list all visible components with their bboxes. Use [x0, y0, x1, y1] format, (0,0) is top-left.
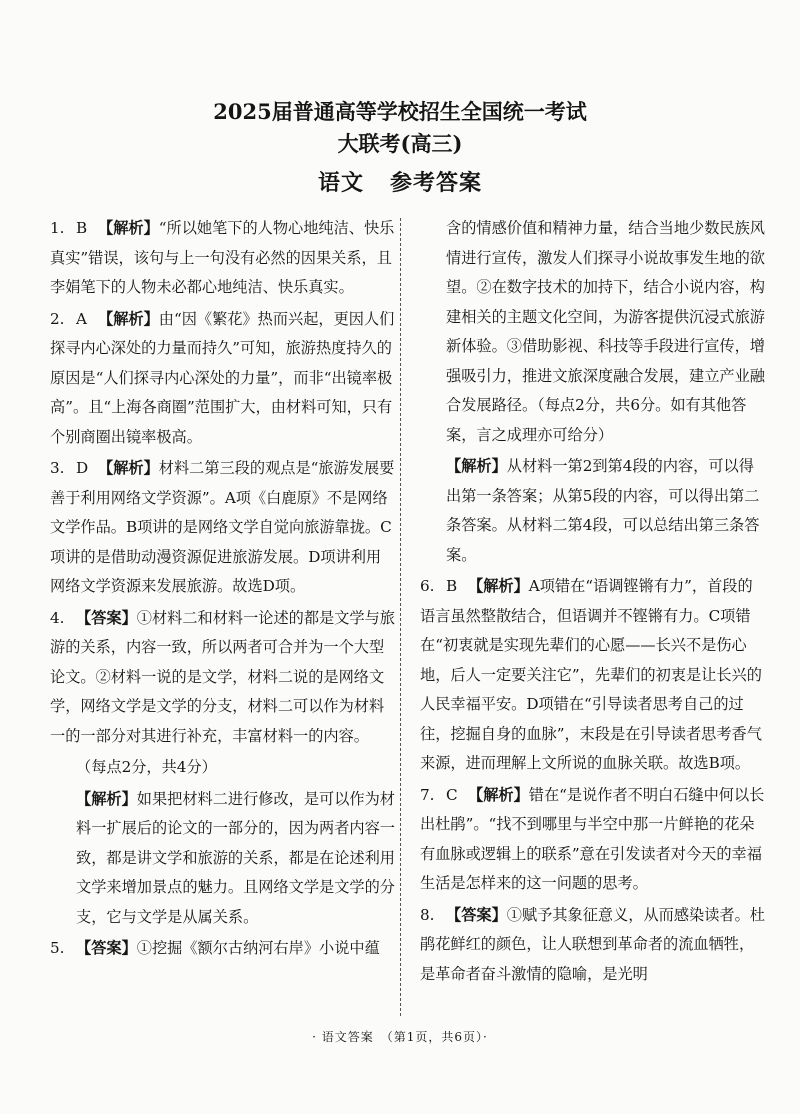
answer-item: [420, 901, 766, 990]
answer-text: 含的情感价值和精神力量，结合当地少数民族风情进行宣传，激发人们探寻小说故事发生地的欲望。②在数字技术的加持下，结合小说内容，构建相关的主题文化空间，为游客提供沉浸式旅游新体验。③借助影视、科技等手段进行宣传，增强吸引力，推进文旅深度融合发展，建立产业融合发展路径。（每点2分，共6分。如有其他答案，言之成理亦可给分）: [446, 219, 765, 444]
answer-item: [420, 572, 766, 779]
answer-item: [50, 305, 396, 453]
answer-text: 由“因《繁花》热而兴起，更因人们探寻内心深处的力量而持久”可知，旅游热度持久的原因是“人们探寻内心深处的力量”，而非“出镜率极高”。且“上海各商圈”范围扩大，由材料可知，只有个别商圈出镜率极高。: [50, 309, 395, 446]
answer-tag: 【答案】: [446, 905, 507, 924]
answer-tag: 【解析】: [98, 459, 159, 477]
question-number: 3.: [50, 459, 65, 477]
answer-tag: 【答案】: [76, 608, 137, 627]
answer-key-label: 参考答案: [390, 170, 483, 196]
subject-heading: [0, 166, 800, 197]
question-number: 7.: [420, 785, 435, 804]
answer-item: [50, 604, 396, 752]
answer-tag: 【解析】: [468, 577, 529, 595]
answer-tag: 【答案】: [76, 939, 137, 957]
answer-item: [420, 781, 766, 899]
question-number: 4.: [50, 608, 65, 627]
answer-item: [50, 753, 396, 783]
question-number: 6.: [420, 577, 435, 595]
question-number: 8.: [420, 905, 435, 924]
answer-choice: D: [76, 459, 89, 477]
answer-tag: 【解析】: [468, 785, 529, 804]
answer-text: 错在“是说作者不明白石缝中何以长出杜鹃”。“找不到哪里与半空中那一片鲜艳的花朵有血脉或逻辑上的联系”意在引发读者对今天的幸福生活是怎样来的这一问题的思考。: [420, 785, 765, 892]
answer-text: 如果把材料二进行修改，是可以作为材料一扩展后的论文的一部分的，因为两者内容一致，都是讲文学和旅游的关系，都是在论述利用文学来增加景点的魅力。且网络文学是文学的分支，它与文学是从属关系。: [76, 789, 395, 926]
question-number: 2.: [50, 309, 65, 328]
subject-name: 语文: [317, 170, 364, 196]
answer-text: （每点2分，共4分）: [76, 758, 217, 776]
answer-text: ①赋予其象征意义，从而感染读者。杜鹃花鲜红的颜色，让人联想到革命者的流血牺牲，是革命者奋斗激情的隐喻，是光明: [420, 905, 765, 983]
answer-choice: A: [76, 309, 87, 328]
answer-choice: B: [446, 577, 458, 595]
page-footer: · 语文答案 （第1页，共6页）·: [312, 1030, 488, 1044]
answer-choice: C: [446, 785, 458, 804]
answer-text: 从材料一第2到第4段的内容，可以得出第一条答案；从第5段的内容，可以得出第二条答案。从材料二第4段，可以总结出第三条答案。: [446, 457, 760, 564]
question-number: 1.: [50, 219, 65, 237]
answer-text: “所以她笔下的人物心地纯洁、快乐真实”错误，该句与上一句没有必然的因果关系，且李娟笔下的人物未必都心地纯洁、快乐真实。: [50, 219, 395, 296]
answer-item: [50, 785, 396, 933]
answer-text: 材料二第三段的观点是“旅游发展要善于利用网络文学资源”。A项《白鹿原》不是网络文学作品。B项讲的是网络文学自觉向旅游靠拢。C项讲的是借助动漫资源促进旅游发展。D项讲利用网络文学资源来发展旅游。故选D项。: [50, 459, 395, 595]
answer-item: [420, 452, 766, 570]
question-number: 5.: [50, 939, 65, 957]
exam-title: 2025届普通高等学校招生全国统一考试: [213, 99, 587, 124]
column-divider: [400, 218, 401, 1016]
answer-item: [420, 214, 766, 450]
left-column: [50, 214, 396, 966]
answer-text: ①材料二和材料一论述的都是文学与旅游的关系，内容一致，所以两者可合并为一个大型论文。②材料一说的是文学，材料二说的是网络文学，网络文学是文学的分支，材料二可以作为材料一的一部分对其进行补充，丰富材料一的内容。: [50, 608, 395, 745]
answer-choice: B: [76, 219, 88, 237]
answer-text: ①挖掘《额尔古纳河右岸》小说中蕴: [136, 939, 380, 957]
right-column: [420, 214, 766, 991]
answer-tag: 【解析】: [76, 789, 137, 808]
answer-text: A项错在“语调铿锵有力”，首段的语言虽然整散结合，但语调并不铿锵有力。C项错在“初衷就是实现先辈们的心愿——长兴不是伤心地，后人一定要关注它”，先辈们的初衷是让长兴的人民幸福平安。D项错在“引导读者思考自己的过往，挖掘自身的血脉”，末段是在引导读者思考香气来源，进而理解上文所说的血脉关联。故选B项。: [420, 577, 762, 772]
answer-tag: 【解析】: [446, 457, 507, 475]
answer-item: [50, 214, 396, 303]
answer-tag: 【解析】: [98, 309, 159, 328]
answer-tag: 【解析】: [98, 219, 159, 237]
answer-item: [50, 454, 396, 602]
exam-subtitle: 大联考(高三): [337, 131, 463, 156]
answer-item: [50, 934, 396, 964]
